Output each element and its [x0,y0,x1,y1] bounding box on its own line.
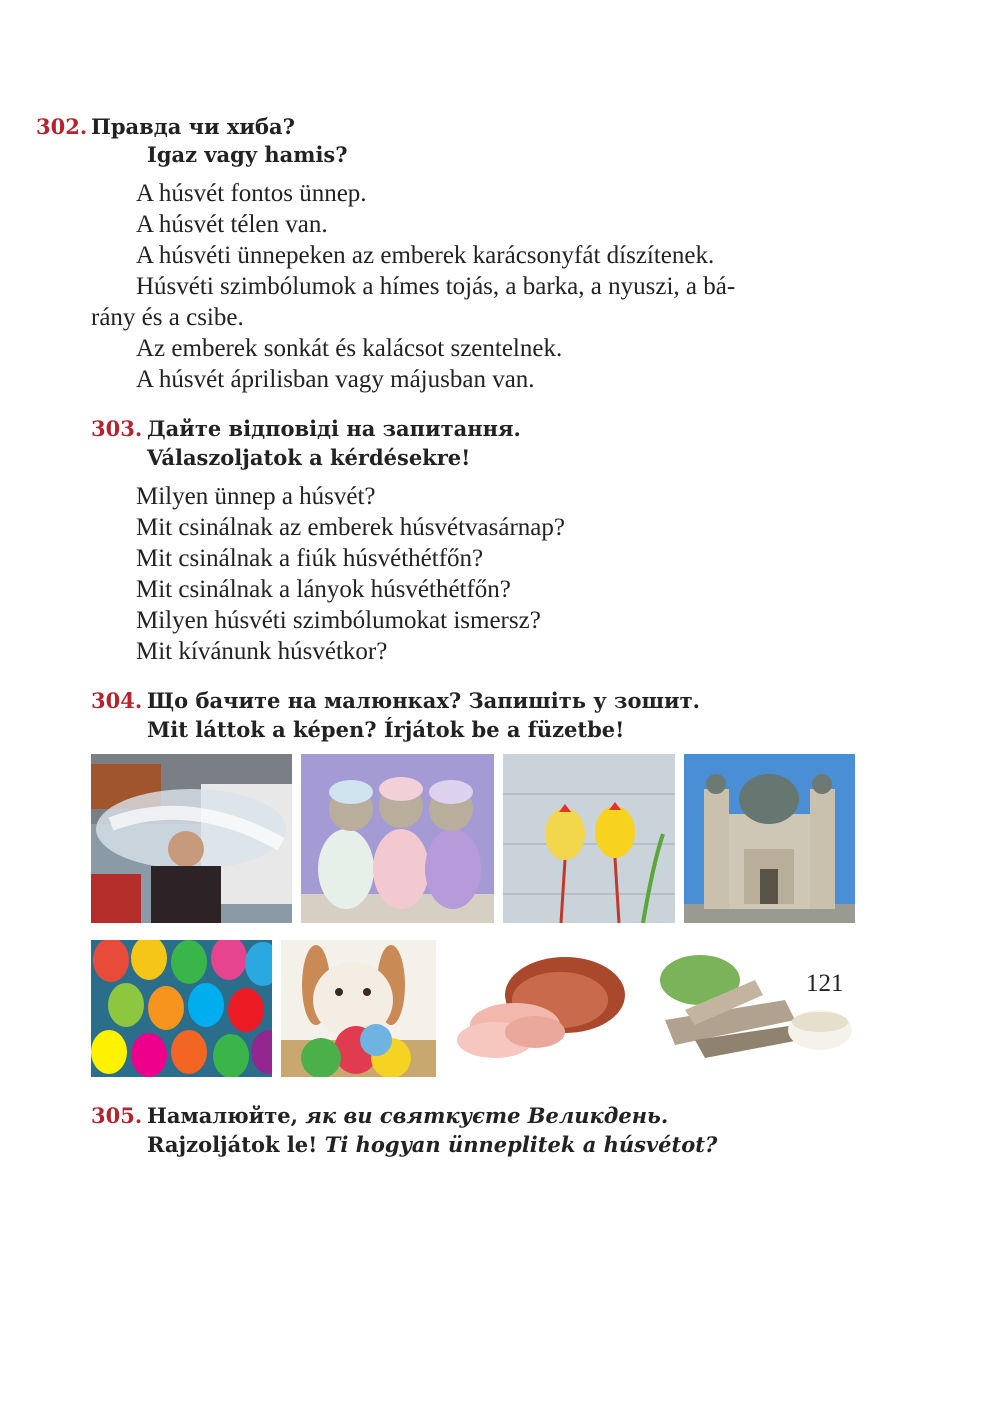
title-plain: Rajzoljátok le! [147,1132,318,1157]
photo-colored-eggs [91,940,272,1077]
exercise-title-ukrainian: Правда чи хиба? [91,114,295,139]
question-line: Mit csinálnak a fiúk húsvéthétfőn? [136,545,484,572]
statement-line: A húsvét télen van. [136,211,328,238]
photo-knitted-sheep [301,754,494,923]
question-line: Mit csinálnak a lányok húsvéthétfőn? [136,576,511,603]
title-italic: Ti hogyan ünneplitek a húsvétot? [324,1132,718,1157]
statement-line: A húsvét fontos ünnep. [136,180,367,207]
photo-bunny-eggs [281,940,436,1077]
statement-line: Az emberek sonkát és kalácsot szentelnek. [136,335,563,362]
photo-easter-chicks [503,754,675,923]
statement-line: A húsvét áprilisban vagy májusban van. [136,366,535,393]
exercise-title-ukrainian: Що бачите на малюнках? Запишіть у зошит. [147,688,700,713]
exercise-title-ukrainian: Дайте відповіді на запитання. [147,416,521,441]
statement-line: A húsvéti ünnepeken az emberek karácsonyfát díszítenek. [136,242,715,269]
question-line: Milyen húsvéti szimbólumokat ismersz? [136,607,541,634]
exercise-title-hungarian: Válaszoljatok a kérdésekre! [147,445,471,470]
photo-basilica [684,754,855,923]
exercise-title-ukrainian [147,1103,668,1128]
exercise-number: 305. [91,1103,143,1128]
photo-horseradish [645,940,855,1077]
page-number: 121 [806,970,844,997]
exercise-number: 302. [36,114,88,139]
exercise-title-hungarian: Mit láttok a képen? Írjátok be a füzetbe! [147,717,625,742]
title-plain: Намалюйте, [147,1103,298,1128]
title-italic: як ви святкуєте Великдень. [305,1103,669,1128]
question-line: Mit kívánunk húsvétkor? [136,638,388,665]
exercise-number: 303. [91,416,143,441]
question-line: Mit csinálnak az emberek húsvétvasárnap? [136,514,565,541]
statement-line: Húsvéti szimbólumok a hímes tojás, a barka, a nyuszi, a bá- [136,273,736,300]
exercise-number: 304. [91,688,143,713]
exercise-title-hungarian: Igaz vagy hamis? [147,142,348,167]
photo-ham [455,940,628,1077]
photo-water-splashing [91,754,292,923]
question-line: Milyen ünnep a húsvét? [136,483,376,510]
exercise-title-hungarian [147,1132,717,1157]
statement-line: rány és a csibe. [91,304,244,331]
